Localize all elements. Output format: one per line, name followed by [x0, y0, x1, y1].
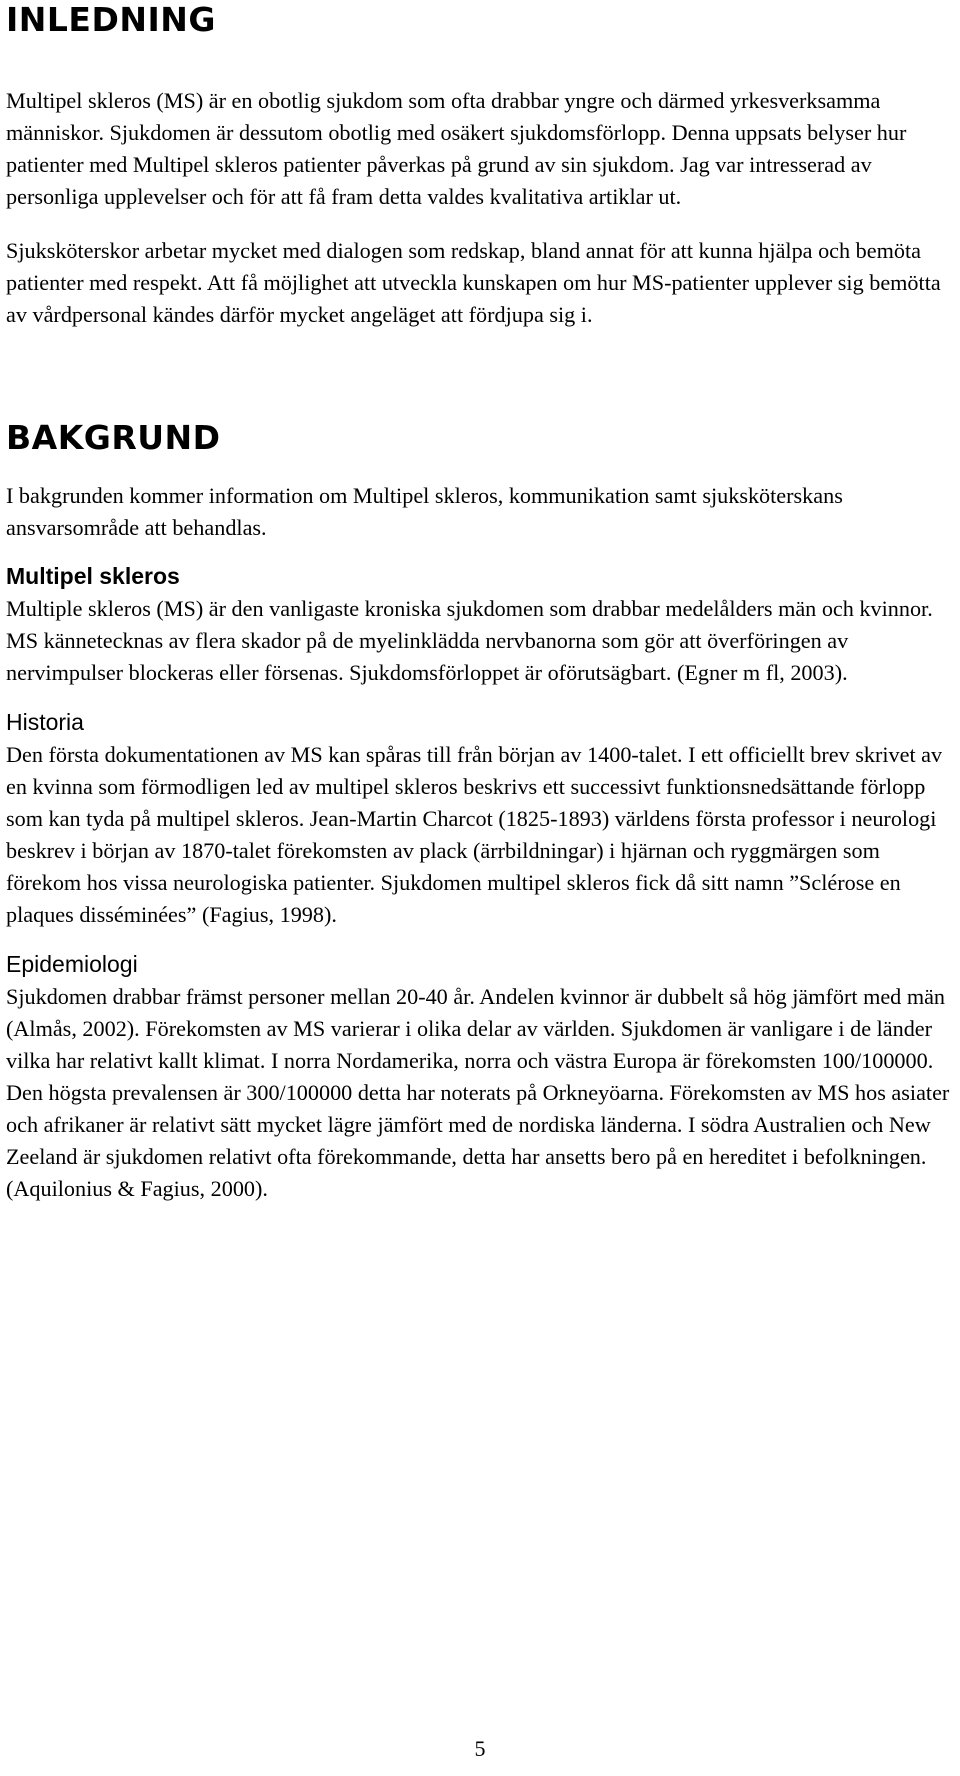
heading-epidemiologi: Epidemiologi [6, 951, 138, 977]
heading-bakgrund: BAKGRUND [6, 418, 221, 457]
paragraph-inledning-1: Multipel skleros (MS) är en obotlig sjukdom som ofta drabbar yngre och därmed yrkesverksamma människor. Sjukdomen är dessutom obotlig med osäkert sjukdomsförlopp. Denna uppsats belyser hur patienter med Multipel skleros patienter påverkas på grund av sin sjukdom. Jag var intresserad av personliga upplevelser och för att få fram detta valdes kvalitativa artiklar ut. [6, 88, 907, 209]
paragraph-bakgrund-intro: I bakgrunden kommer information om Multipel skleros, kommunikation samt sjuksköterskans ansvarsområde att behandlas. [6, 483, 843, 540]
paragraph-inledning-2: Sjuksköterskor arbetar mycket med dialogen som redskap, bland annat för att kunna hjälpa och bemöta patienter med respekt. Att få möjlighet att utveckla kunskapen om hur MS-patienter upplever sig bemötta av vårdpersonal kändes därför mycket angeläget att fördjupa sig i. [6, 238, 941, 327]
page-content [6, 0, 956, 1205]
paragraph-multipel-skleros: Multiple skleros (MS) är den vanligaste kroniska sjukdomen som drabbar medelålders män och kvinnor. MS kännetecknas av flera skador på de myelinklädda nervbanorna som gör att överföringen av nervimpulser blockeras eller försenas. Sjukdomsförloppet är oförutsägbart. (Egner m fl, 2003). [6, 596, 933, 685]
heading-historia: Historia [6, 709, 84, 735]
heading-multipel-skleros: Multipel skleros [6, 563, 180, 589]
paragraph-epidemiologi: Sjukdomen drabbar främst personer mellan 20-40 år. Andelen kvinnor är dubbelt så hög jämfört med män (Almås, 2002). Förekomsten av MS varierar i olika delar av världen. Sjukdomen är vanligare i de länder vilka har relativt kallt klimat. I norra Nordamerika, norra och västra Europa är förekomsten 100/100000. Den högsta prevalensen är 300/100000 detta har noterats på Orkneyöarna. Förekomsten av MS hos asiater och afrikaner är relativt sätt mycket lägre jämfört med de nordiska länderna. I södra Australien och New Zeeland är sjukdomen relativt ofta förekommande, detta har ansetts bero på en hereditet i befolkningen. (Aquilonius & Fagius, 2000). [6, 984, 950, 1201]
heading-inledning: INLEDNING [6, 0, 216, 39]
paragraph-historia: Den första dokumentationen av MS kan spåras till från början av 1400-talet. I ett officiellt brev skrivet av en kvinna som förmodligen led av multipel skleros beskrivs ett successivt funktionsnedsättande förlopp som kan tyda på multipel skleros. Jean-Martin Charcot (1825-1893) världens första professor i neurologi beskrev i början av 1870-talet förekomsten av plack (ärrbildningar) i hjärnan och ryggmärgen som förekom hos vissa neurologiska patienter. Sjukdomen multipel skleros fick då sitt namn ”Sclérose en plaques disséminées” (Fagius, 1998). [6, 742, 943, 927]
page-number: 5 [474, 1736, 486, 1761]
